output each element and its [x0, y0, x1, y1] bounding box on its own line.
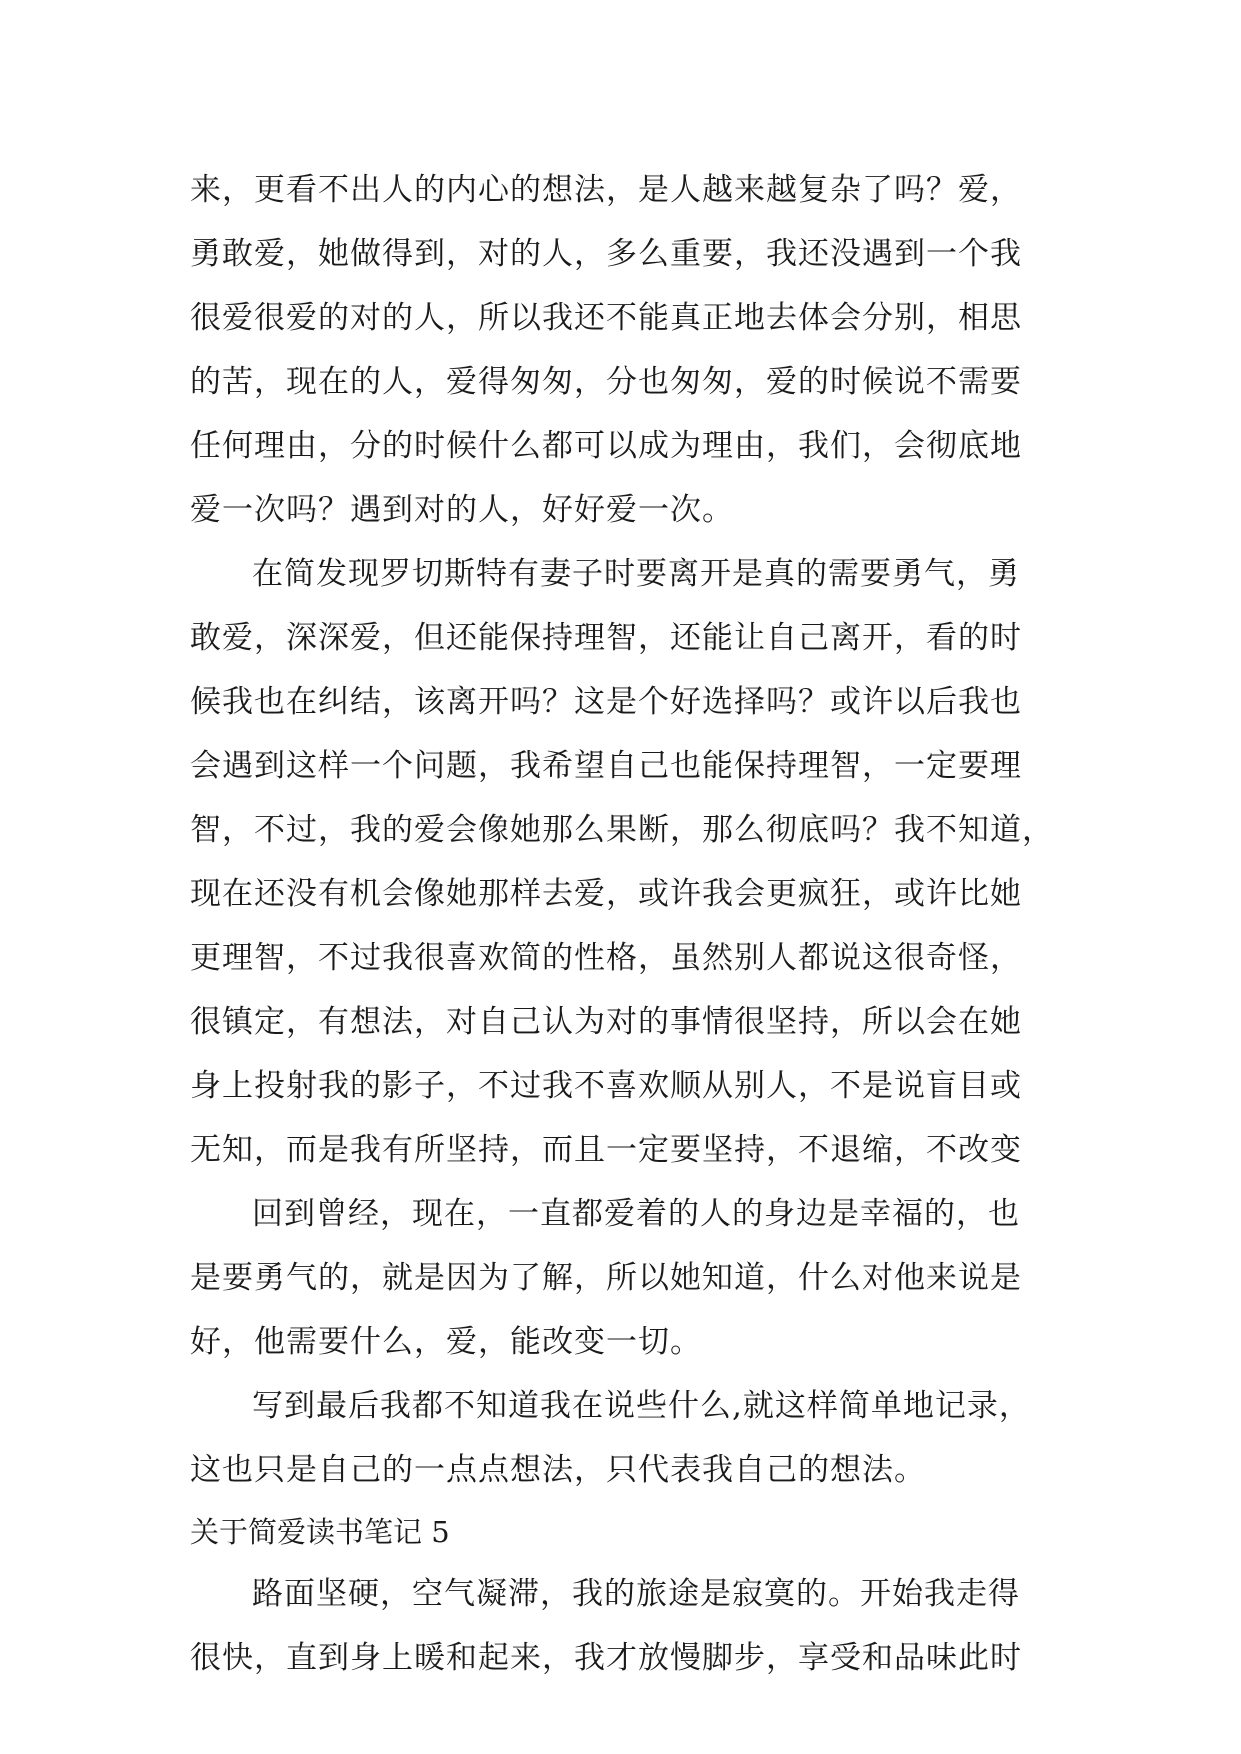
paragraph-3	[190, 1182, 1090, 1374]
text-line: 好，他需要什么，爱，能改变一切。	[190, 1324, 702, 1360]
text-line: 任何理由，分的时候什么都可以成为理由，我们，会彻底地	[190, 428, 1022, 464]
paragraph-4	[190, 1374, 1090, 1502]
text-line: 智，不过，我的爱会像她那么果断，那么彻底吗？我不知道，	[190, 812, 1054, 848]
text-line: 敢爱，深深爱，但还能保持理智，还能让自己离开，看的时	[190, 620, 1022, 656]
text-line: 路面坚硬，空气凝滞，我的旅途是寂寞的。开始我走得	[252, 1576, 1020, 1612]
text-line: 来，更看不出人的内心的想法，是人越来越复杂了吗？爱，	[190, 172, 1022, 208]
text-line: 身上投射我的影子，不过我不喜欢顺从别人，不是说盲目或	[190, 1068, 1022, 1104]
text-line: 这也只是自己的一点点想法，只代表我自己的想法。	[190, 1452, 926, 1488]
document-body	[190, 158, 1090, 1690]
text-line: 无知，而是我有所坚持，而且一定要坚持，不退缩，不改变	[190, 1132, 1022, 1168]
paragraph-1	[190, 158, 1090, 542]
paragraph-5	[190, 1562, 1090, 1690]
section-heading: 关于简爱读书笔记 5	[190, 1515, 450, 1549]
text-line: 很镇定，有想法，对自己认为对的事情很坚持，所以会在她	[190, 1004, 1022, 1040]
text-line: 现在还没有机会像她那样去爱，或许我会更疯狂，或许比她	[190, 876, 1022, 912]
text-line: 写到最后我都不知道我在说些什么,就这样简单地记录，	[252, 1388, 1031, 1424]
text-line: 爱一次吗？遇到对的人，好好爱一次。	[190, 492, 734, 528]
text-line: 回到曾经，现在，一直都爱着的人的身边是幸福的，也	[252, 1196, 1020, 1232]
text-line: 很爱很爱的对的人，所以我还不能真正地去体会分别，相思	[190, 300, 1022, 336]
text-line: 是要勇气的，就是因为了解，所以她知道，什么对他来说是	[190, 1260, 1022, 1296]
text-line: 会遇到这样一个问题，我希望自己也能保持理智，一定要理	[190, 748, 1022, 784]
text-line: 候我也在纠结，该离开吗？这是个好选择吗？或许以后我也	[190, 684, 1022, 720]
text-line: 的苦，现在的人，爱得匆匆，分也匆匆，爱的时候说不需要	[190, 364, 1022, 400]
paragraph-2	[190, 542, 1090, 1182]
text-line: 很快，直到身上暖和起来，我才放慢脚步，享受和品味此时	[190, 1640, 1022, 1676]
text-line: 勇敢爱，她做得到，对的人，多么重要，我还没遇到一个我	[190, 236, 1022, 272]
text-line: 更理智，不过我很喜欢简的性格，虽然别人都说这很奇怪，	[190, 940, 1022, 976]
text-line: 在简发现罗切斯特有妻子时要离开是真的需要勇气，勇	[252, 556, 1020, 592]
